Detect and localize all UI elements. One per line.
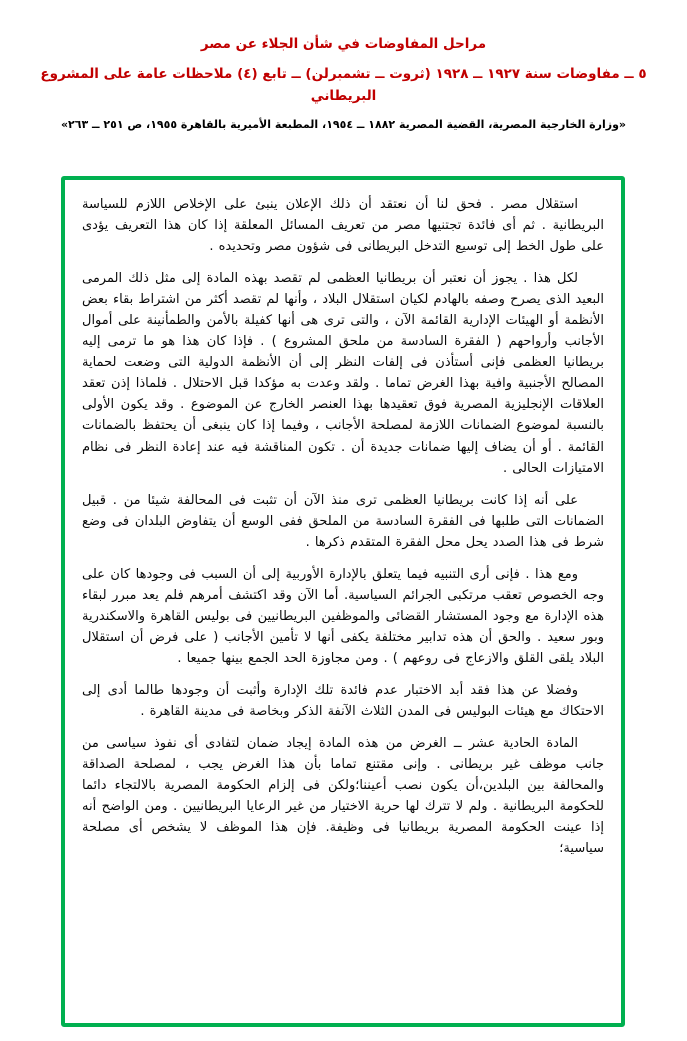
body-paragraph: وفضلا عن هذا فقد أبد الاختبار عدم فائدة تلك الإدارة وأثبت أن وجودها طالما أدى إلى الاحتكاك مع هيئات البوليس فى المدن الثلاث الآنفة الذكر وبخاصة فى مدينة القاهرة .	[82, 682, 604, 720]
body-paragraph: ومع هذا . فإنى أرى التنبيه فيما يتعلق بالإدارة الأوربية إلى أن السبب فى وجودها كان على وجه الخصوص تعقب مرتكبى الجرائم السياسية. أما الآن وقد اكتشف أمرهم فلم يعد مبرر لبقاء هذه الإدارة مع وجود المستشار القضائى والموظفين البريطانيين فى بوليس القاهرة والاسكندرية وبور سعيد . والحق أن هذه تدابير مختلفة يكفى أنها لا تأمين الأجانب ( على فرض أن استقلال البلاد يلقى القلق والازعاج فى روعهم ) . ومن مجاوزة الحد الجمع بينها جميعا .	[82, 566, 604, 666]
content-frame	[61, 176, 625, 1027]
body-paragraph: المادة الحادية عشر ــ الغرض من هذه المادة إيجاد ضمان لتفادى أى نفوذ سياسى من جانب موظف غير بريطانى . وإنى مقتنع تماما بأن هذا الغرض يجب ، لمصلحة الصداقة والمحالفة بين البلدين،أن يكون نصب أعيننا؛ولكن فى إلزام الحكومة المصرية بالالتجاء دائما للحكومة البريطانية . ولم لا تترك لها حرية الاختيار من غير الرعايا البريطانيين . ومن الواضح أنه إذا عينت الحكومة المصرية بريطانيا فى وظيفة. فإن هذا الموظف لا يشخص أى مصلحة سياسية؛	[82, 736, 604, 857]
source-citation: «وزارة الخارجية المصرية، القضية المصرية ١٨٨٢ ــ ١٩٥٤، المطبعة الأميرية بالقاهرة ١٩٥٥، ص ٢٥١ ــ ٢٦٣»	[60, 118, 627, 132]
page-subtitle: ٥ ــ مفاوضات سنة ١٩٢٧ ــ ١٩٢٨ (ثروت ــ تشمبرلن) ــ تابع (٤) ملاحظات عامة على المشروع البريطاني	[40, 66, 647, 104]
body-text-container	[65, 180, 621, 1023]
body-paragraph: استقلال مصر . فحق لنا أن نعتقد أن ذلك الإعلان ينبئ على الإخلاص اللازم للسياسة البريطانية . ثم أى فائدة تجتنيها مصر من تعريف المسائل المعلقة إذا كان هذا التعريف يؤدى على طول الخط إلى توسيع التدخل البريطانى فى شؤون مصر وتحديده .	[82, 197, 604, 255]
body-paragraph: على أنه إذا كانت بريطانيا العظمى ترى منذ الآن أن تثبت فى المحالفة شيئا من . قبيل الضمانات التى طلبها فى الفقرة السادسة من الملحق ففى الوسع أن يتفاوض البلدان فى وضع شرط فى هذا الصدد يحل محل الفقرة المتقدم ذكرها .	[82, 492, 604, 550]
page-title: مراحل المفاوضات في شأن الجلاء عن مصر	[200, 36, 487, 52]
body-paragraph: لكل هذا . يجوز أن نعتبر أن بريطانيا العظمى لم تقصد بهذه المادة إلى مثل ذلك المرمى البعيد الذى يصرح وصفه بالهادم لكيان استقلال البلاد ، وأنها لم تقصد أكثر من اشتراط بقاء بعض الأنظمة أو الهيئات الإدارية القائمة الآن ، والتى ترى هى أنها كفيلة بالأمن والطمأنينة على أموال الأجانب وأرواحهم ( الفقرة السادسة من ملحق المشروع ) . فإذا كان هذا هو ما ترمى إليه بريطانيا العظمى فإنى أستأذن فى إلفات النظر إلى أن الأنظمة الدولية التى وضعت لحماية المصالح الأجنبية وافية بهذا الغرض تماما . ولقد وعدت به مؤكدا قبل الاحتلال . فلماذا إذن تعقد العلاقات الإنجليزية المصرية فوق تعقيدها بهذا العنصر الخارج عن الموضوع . وقد يكون الأولى بالنسبة لموضوع الضمانات اللازمة لمصلحة الأجانب ، وفيما إذا كان ينبغى أن يحتفظ بالضمانات القائمة . أو أن يضاف إليها ضمانات جديدة أن . تكون المناقشة فيه عند إعادة النظر فى نظام الامتيازات الحالى .	[82, 271, 604, 476]
document-header	[0, 0, 687, 134]
